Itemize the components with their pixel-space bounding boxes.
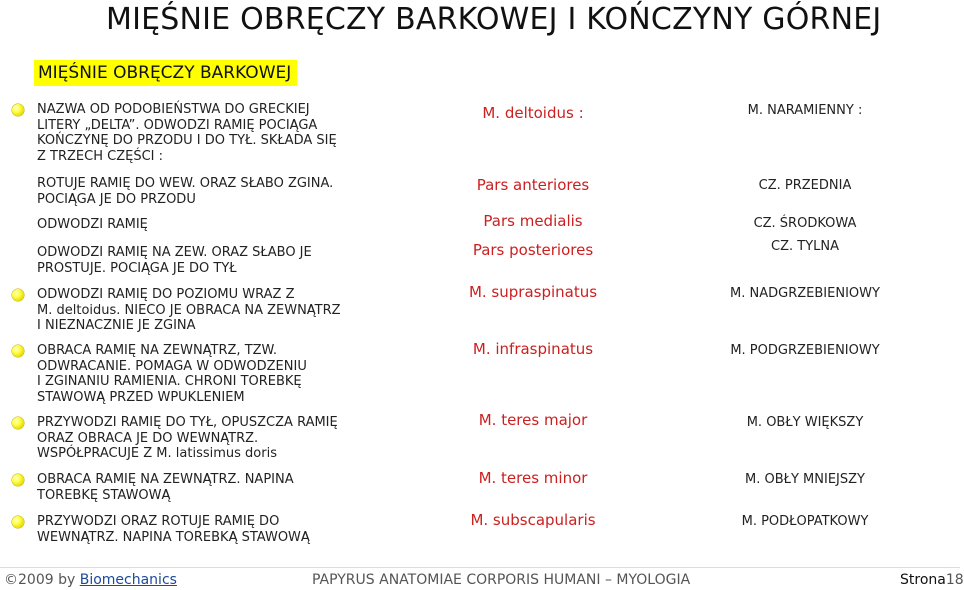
page-number: 18 [945, 572, 964, 588]
bullet-icon [12, 474, 24, 486]
latin-name: M. infraspinatus [472, 340, 594, 358]
description-line: POCIĄGA JE DO PRZODU [37, 191, 196, 207]
page-label: Strona [900, 572, 946, 588]
description-line: PRZYWODZI RAMIĘ DO TYŁ, OPUSZCZA RAMIĘ [37, 415, 338, 430]
polish-name: CZ. ŚRODKOWA [753, 216, 857, 231]
description-line: ODWODZI RAMIĘ [37, 217, 148, 232]
description-line: Z TRZECH CZĘŚCI : [37, 148, 163, 164]
polish-name: M. OBŁY MNIEJSZY [745, 472, 865, 487]
copyright-text: ©2009 by [4, 572, 76, 588]
bullet-icon [12, 417, 24, 429]
bullet-icon [12, 104, 24, 116]
row-description [37, 217, 148, 233]
latin-name: M. subscapularis [470, 511, 596, 529]
description-line: ODWODZI RAMIĘ DO POZIOMU WRAZ Z [37, 287, 295, 302]
latin-name: M. supraspinatus [468, 283, 598, 301]
latin-name: M. deltoidus : [482, 104, 584, 122]
description-line: ODWRACANIE. POMAGA W ODWODZENIU [37, 358, 307, 374]
polish-name: M. NARAMIENNY : [747, 103, 863, 118]
description-line: OBRACA RAMIĘ NA ZEWNĄTRZ. NAPINA [37, 472, 294, 487]
latin-name: Pars anteriores [476, 176, 590, 194]
description-line: I NIEZNACZNIE JE ZGINA [37, 318, 196, 333]
row-description [37, 102, 337, 164]
latin-name: M. teres minor [478, 469, 588, 487]
polish-name: CZ. PRZEDNIA [758, 178, 852, 193]
row-description [37, 343, 307, 405]
polish-name: M. NADGRZEBIENIOWY [730, 286, 880, 301]
description-line: TOREBKĘ STAWOWĄ [37, 487, 171, 503]
bullet-icon [12, 345, 24, 357]
latin-name: Pars posteriores [472, 241, 594, 259]
description-line: ORAZ OBRACA JE DO WEWNĄTRZ. [37, 430, 259, 446]
description-line: M. deltoidus. NIECO JE OBRACA NA ZEWNĄTRZ [37, 302, 341, 318]
row-description [37, 245, 312, 276]
footer-page [900, 572, 964, 588]
description-line: LITERY „DELTA”. ODWODZI RAMIĘ POCIĄGA [37, 117, 318, 133]
bullet-icon [12, 289, 24, 301]
description-line: WEWNĄTRZ. NAPINA TOREBKĄ STAWOWĄ [37, 529, 310, 545]
row-description [37, 514, 310, 545]
description-line: ODWODZI RAMIĘ NA ZEW. ORAZ SŁABO JE [37, 245, 312, 260]
row-description [37, 415, 338, 462]
section-heading: MIĘŚNIE OBRĘCZY BARKOWEJ [34, 60, 297, 86]
footer-divider [0, 567, 960, 568]
row-description [37, 472, 294, 503]
description-line: I ZGINANIU RAMIENIA. CHRONI TOREBKĘ [37, 374, 302, 389]
author-link[interactable]: Biomechanics [79, 572, 177, 588]
footer-copyright [4, 572, 177, 588]
page-title: MIĘŚNIE OBRĘCZY BARKOWEJ I KOŃCZYNY GÓRNEJ [106, 2, 882, 37]
bullet-icon [12, 516, 24, 528]
latin-name: Pars medialis [483, 212, 583, 230]
description-line: KOŃCZYNĘ DO PRZODU I DO TYŁ. SKŁADA SIĘ [37, 133, 337, 148]
description-line: NAZWA OD PODOBIEŃSTWA DO GRECKIEJ [37, 102, 310, 117]
description-line: OBRACA RAMIĘ NA ZEWNĄTRZ, TZW. [37, 343, 278, 358]
polish-name: CZ. TYLNA [771, 239, 839, 254]
latin-name: M. teres major [478, 411, 588, 429]
description-line: STAWOWĄ PRZED WPUKLENIEM [37, 389, 245, 405]
description-line: WSPÓŁPRACUJE Z M. latissimus doris [37, 446, 277, 461]
description-line: ROTUJE RAMIĘ DO WEW. ORAZ SŁABO ZGINA. [37, 176, 334, 191]
row-description [37, 176, 333, 207]
polish-name: M. OBŁY WIĘKSZY [746, 415, 864, 430]
description-line: PRZYWODZI ORAZ ROTUJE RAMIĘ DO [37, 514, 280, 529]
row-description [37, 287, 341, 334]
description-line: PROSTUJE. POCIĄGA JE DO TYŁ [37, 260, 237, 276]
polish-name: M. PODGRZEBIENIOWY [730, 343, 880, 358]
footer-title: PAPYRUS ANATOMIAE CORPORIS HUMANI – MYOLOGIA [312, 572, 691, 588]
polish-name: M. PODŁOPATKOWY [741, 514, 869, 529]
